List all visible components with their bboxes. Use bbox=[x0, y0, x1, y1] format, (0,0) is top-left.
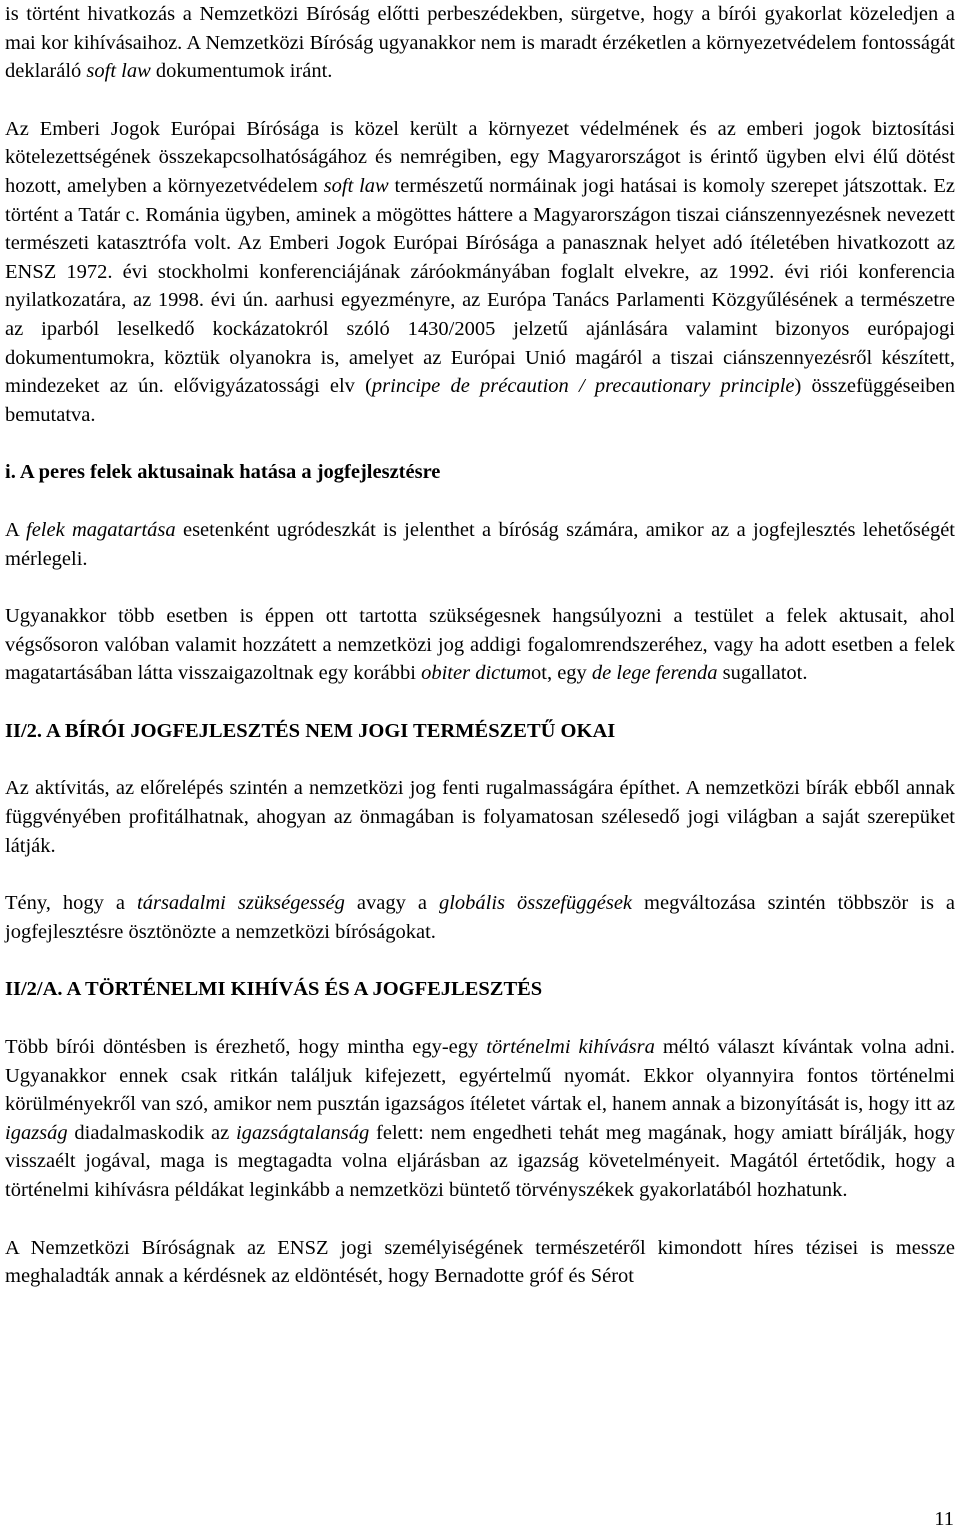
text-run: A bbox=[5, 518, 26, 541]
italic-text: de lege ferenda bbox=[591, 662, 718, 685]
text-run: A Nemzetközi Bíróságnak az ENSZ jogi személyiségének természetéről kimondott híres tézisei is messze meghaladták annak a kérdésnek az eldöntését, hogy Bernadotte gróf és Sérot bbox=[5, 1236, 955, 1288]
italic-text: társadalmi szükségesség bbox=[137, 892, 345, 915]
italic-text: soft law bbox=[86, 60, 151, 83]
paragraph-ugyanakkor bbox=[5, 602, 955, 688]
italic-text: principe de précaution / precautionary principle bbox=[371, 375, 795, 398]
italic-text: felek magatartása bbox=[26, 518, 176, 541]
text-run: Az Emberi Jogok Európai Bírósága is közel került a környezet védelmének és az emberi jogok biztosítási kötelezettségének összekapcsolhatóságához és nemrégiben, egy Magyarországot is érintő ügyben elvi élű dötést hozott, amelyben a környezetvédelem bbox=[5, 117, 955, 197]
italic-text: igazság bbox=[5, 1121, 68, 1144]
italic-text: obiter dictum bbox=[421, 662, 531, 685]
paragraph-felek-magatartasa bbox=[5, 516, 955, 573]
text-run: ) összefüggéseiben bemutatva. bbox=[5, 375, 955, 426]
italic-text: történelmi kihívásra bbox=[486, 1036, 655, 1059]
italic-text: igazságtalanság bbox=[235, 1121, 370, 1144]
italic-text: soft law bbox=[323, 174, 389, 197]
text-run: Több bírói döntésben is érezhető, hogy mintha egy-egy bbox=[5, 1036, 487, 1059]
text-run: ot, egy bbox=[531, 662, 592, 685]
text-run: is történt hivatkozás a Nemzetközi Bíróság előtti perbeszédekben, sürgetve, hogy a bírói gyakorlat közeledjen a mai kor kihívásaihoz. A Nemzetközi Bíróság ugyanakkor nem is maradt érzéketlen a környezetvédelem fontosságát deklaráló bbox=[5, 3, 955, 83]
text-run: dokumentumok iránt. bbox=[150, 60, 333, 83]
heading-tortenelmi-kihivas: II/2/A. A TÖRTÉNELMI KIHÍVÁS ÉS A JOGFEJLESZTÉS bbox=[5, 978, 543, 1001]
paragraph-tobb-biroi bbox=[5, 1033, 955, 1205]
text-run: felett: nem engedheti tehát meg magának, hogy amiatt bírálják, hogy visszaélt jogával, maga is megtagadta volna eljárásban az igazság követelményeit. Magától értetődik, hogy a történelmi kihívásra példákat leginkább a nemzetközi büntető törvényszékek gyakorlatából hozhatunk. bbox=[5, 1121, 955, 1201]
document-page bbox=[5, 0, 955, 1291]
text-run: diadalmaskodik az bbox=[67, 1121, 236, 1144]
paragraph-echr bbox=[5, 115, 955, 430]
page-number: 11 bbox=[934, 1508, 954, 1530]
text-run: méltó választ kívántak volna adni. Ugyanakkor ennek csak ritkán találjuk kifejezett, egyértelmű nyomát. Ekkor olyannyira fontos történelmi körülményekről van szó, amikor nem pusztán igazságos ítéletet vártak el, hanem annak a bizonyítását is, hogy itt az bbox=[5, 1036, 955, 1116]
text-run: esetenként ugródeszkát is jelenthet a bíróság számára, amikor az a jogfejlesztés lehetőségét mérlegeli. bbox=[5, 518, 955, 570]
text-run: Tény, hogy a bbox=[5, 892, 138, 915]
text-run: avagy a bbox=[344, 892, 439, 915]
text-run: Ugyanakkor több esetben is éppen ott tartotta szükségesnek hangsúlyozni a testület a felek aktusait, ahol végsősoron valóban valamit hozzátett a nemzetközi jog addigi fogalomrendszeréhez, vagy ha adott esetben a felek magatartásában látta visszaigazoltnak egy korábbi bbox=[5, 605, 955, 685]
italic-text: globális összefüggések bbox=[438, 892, 633, 915]
paragraph-teny bbox=[5, 889, 955, 946]
text-run: megváltozása szintén többször is a jogfejlesztésre ösztönözte a nemzetközi bíróságokat. bbox=[5, 892, 956, 943]
paragraph-intro bbox=[5, 0, 955, 86]
paragraph-aktivitas bbox=[5, 774, 955, 860]
text-run: Az aktívitás, az előrelépés szintén a nemzetközi jog fenti rugalmasságára építhet. A nemzetközi bírák ebből annak függvényében profitálhatnak, ahogyan az önmagában is folyamatosan szélesedő jogi világban a saját szerepüket látják. bbox=[5, 777, 955, 857]
heading-peres-felek: i. A peres felek aktusainak hatása a jogfejlesztésre bbox=[5, 461, 441, 484]
heading-birói-jogfejlesztes: II/2. A BÍRÓI JOGFEJLESZTÉS NEM JOGI TERMÉSZETŰ OKAI bbox=[5, 719, 616, 742]
text-run: természetű normáinak jogi hatásai is komoly szerepet játszottak. Ez történt a Tatár c. Románia ügyben, aminek a mögöttes háttere a Magyarországon tiszai ciánszennyezésnek nevezett természeti katasztrófa volt. Az Emberi Jogok Európai Bírósága a panasznak helyet adó ítéletében hivatkozott az ENSZ 1972. évi stockholmi konferenciájának záróokmányában foglalt elvekre, az 1992. évi riói konferencia nyilatkozatára, az 1998. évi ún. aarhusi egyezményre, az Európa Tanács Parlamenti Közgyűlésének a természetre az iparból leselkedő kockázatokról szóló 1430/2005 jelzetű ajánlására valamint bizonyos európajogi dokumentumokra, köztük olyanokra is, amelyet az Európai Unió magáról a tiszai ciánszennyezésről készített, mindezeket az ún. elővigyázatossági elv ( bbox=[5, 174, 955, 398]
text-run: sugallatot. bbox=[717, 662, 808, 685]
paragraph-nemzetkozi-birosag bbox=[5, 1234, 955, 1291]
